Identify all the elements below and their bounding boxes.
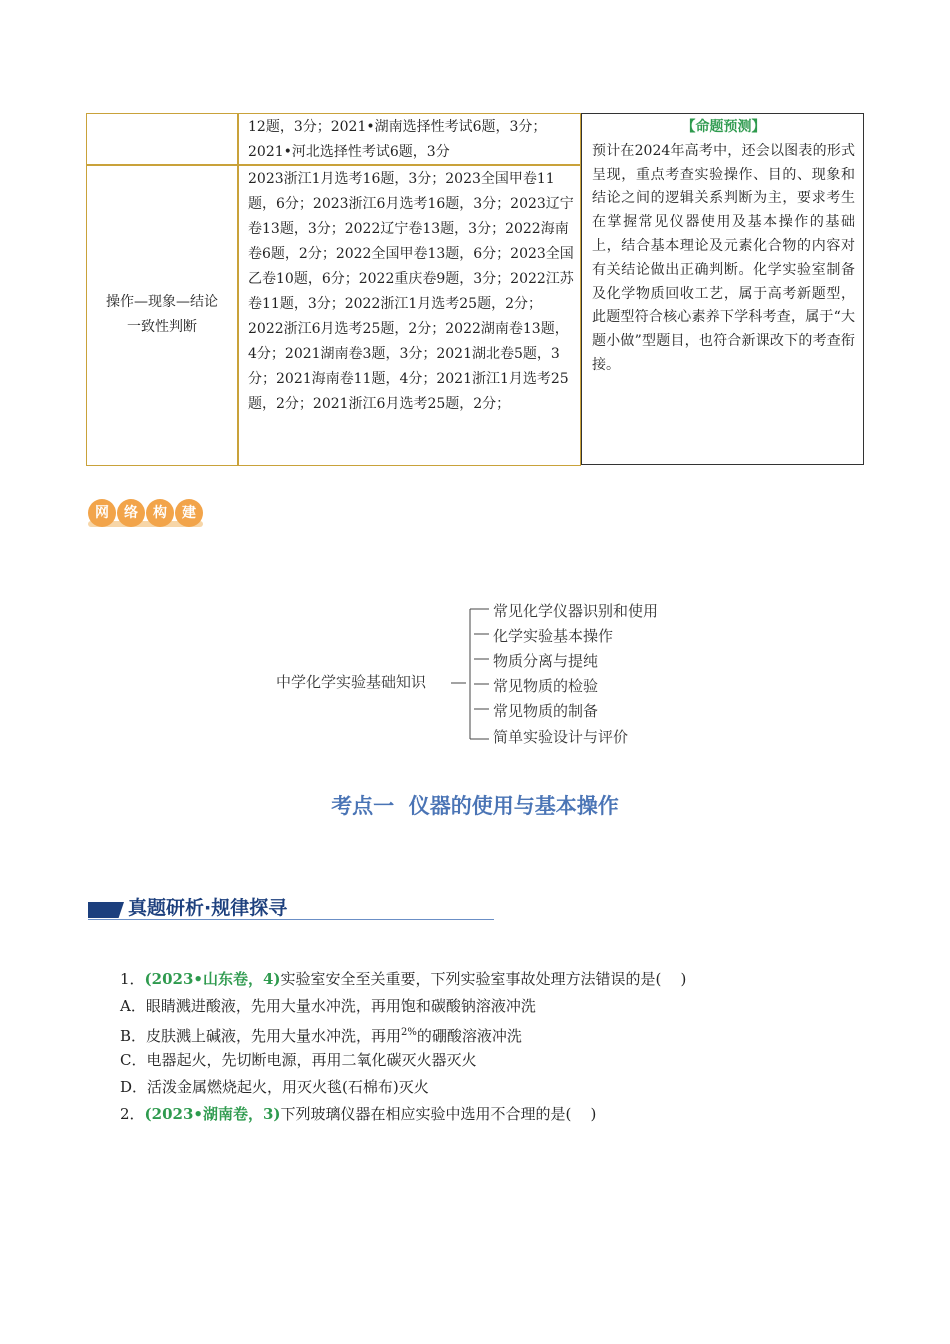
badge-char-3: 构: [146, 499, 174, 527]
section-heading-underline: [88, 919, 494, 920]
prediction-title: 【命题预测】: [681, 119, 766, 135]
question-2-source: (2023•湖南卷，3): [144, 1105, 281, 1123]
section-heading-block: [88, 902, 124, 918]
tree-branch-1: 常见化学仪器识别和使用: [493, 602, 659, 620]
question-1-option-b-percent: 2%: [401, 1027, 417, 1038]
question-1-option-c: C．电器起火，先切断电源，再用二氧化碳灭火器灭火: [120, 1051, 477, 1069]
tree-branch-2: 化学实验基本操作: [493, 627, 614, 645]
table-row2-topic-line1: 操作—现象—结论: [106, 294, 218, 310]
section-heading-label: 真题研析·规律探寻: [128, 897, 288, 919]
table-row2-topic-line2: 一致性判断: [127, 319, 197, 335]
badge-char-1: 网: [88, 499, 116, 527]
question-2-number: 2．: [120, 1105, 145, 1123]
question-1-option-a: A．眼睛溅进酸液，先用大量水冲洗，再用饱和碳酸钠溶液冲洗: [120, 997, 536, 1015]
question-2-text: 下列玻璃仪器在相应实验中选用不合理的是( ): [280, 1105, 597, 1123]
question-1-option-b-text: B．皮肤溅上碱液，先用大量水冲洗，再用: [120, 1027, 402, 1045]
kaodian-title: 考点一 仪器的使用与基本操作: [331, 794, 619, 818]
tree-branch-3: 物质分离与提纯: [493, 652, 599, 670]
tree-root: 中学化学实验基础知识: [276, 673, 427, 691]
badge-char-4: 建: [175, 499, 203, 527]
badge-char-2: 络: [117, 499, 145, 527]
tree-branch-5: 常见物质的制备: [493, 702, 599, 720]
table-row2-sources: 2023浙江1月选考16题，3分；2023全国甲卷11题，6分；2023浙江6月选考16题，3分；2023辽宁卷13题，3分；2022辽宁卷13题，3分；2022海南卷6题，2分；2022全国甲卷13题，6分；2023全国乙卷10题，6分；2022重庆卷9题，3分；2022江苏卷11题，3分；2022浙江1月选考25题，2分；2022浙江6月选考25题，2分；2022湖南卷13题，4分；2021湖南卷3题，3分；2021湖北卷5题，3分；2021海南卷11题，4分；2021浙江1月选考25题，2分；2021浙江6月选考25题，2分；: [248, 171, 574, 412]
question-1-text: 实验室安全至关重要，下列实验室事故处理方法错误的是( ): [280, 970, 687, 988]
question-1-option-d: D．活泼金属燃烧起火，用灭火毯(石棉布)灭火: [120, 1078, 429, 1096]
question-1-stem: [120, 969, 686, 989]
question-1-number: 1．: [120, 970, 145, 988]
question-2-stem: [120, 1104, 596, 1124]
question-1-option-b: [120, 1023, 522, 1046]
tree-branch-6: 简单实验设计与评价: [493, 728, 629, 746]
prediction-body: 预计在2024年高考中，还会以图表的形式呈现，重点考查实验操作、目的、现象和结论之间的逻辑关系判断为主，要求考生在掌握常见仪器使用及基本操作的基础上，结合基本理论及元素化合物的内容对有关结论做出正确判断。化学实验室制备及化学物质回收工艺，属于高考新题型，此题型符合核心素养下学科考查，属于“大题小做”型题目，也符合新课改下的考查衔接。: [592, 142, 855, 373]
table-row1-sources: 12题，3分；2021•湖南选择性考试6题，3分；2021•河北选择性考试6题，3分: [248, 119, 547, 160]
tree-branch-4: 常见物质的检验: [493, 677, 599, 695]
question-1-option-b-tail: 的硼酸溶液冲洗: [416, 1027, 522, 1045]
question-1-source: (2023•山东卷，4): [144, 970, 281, 988]
